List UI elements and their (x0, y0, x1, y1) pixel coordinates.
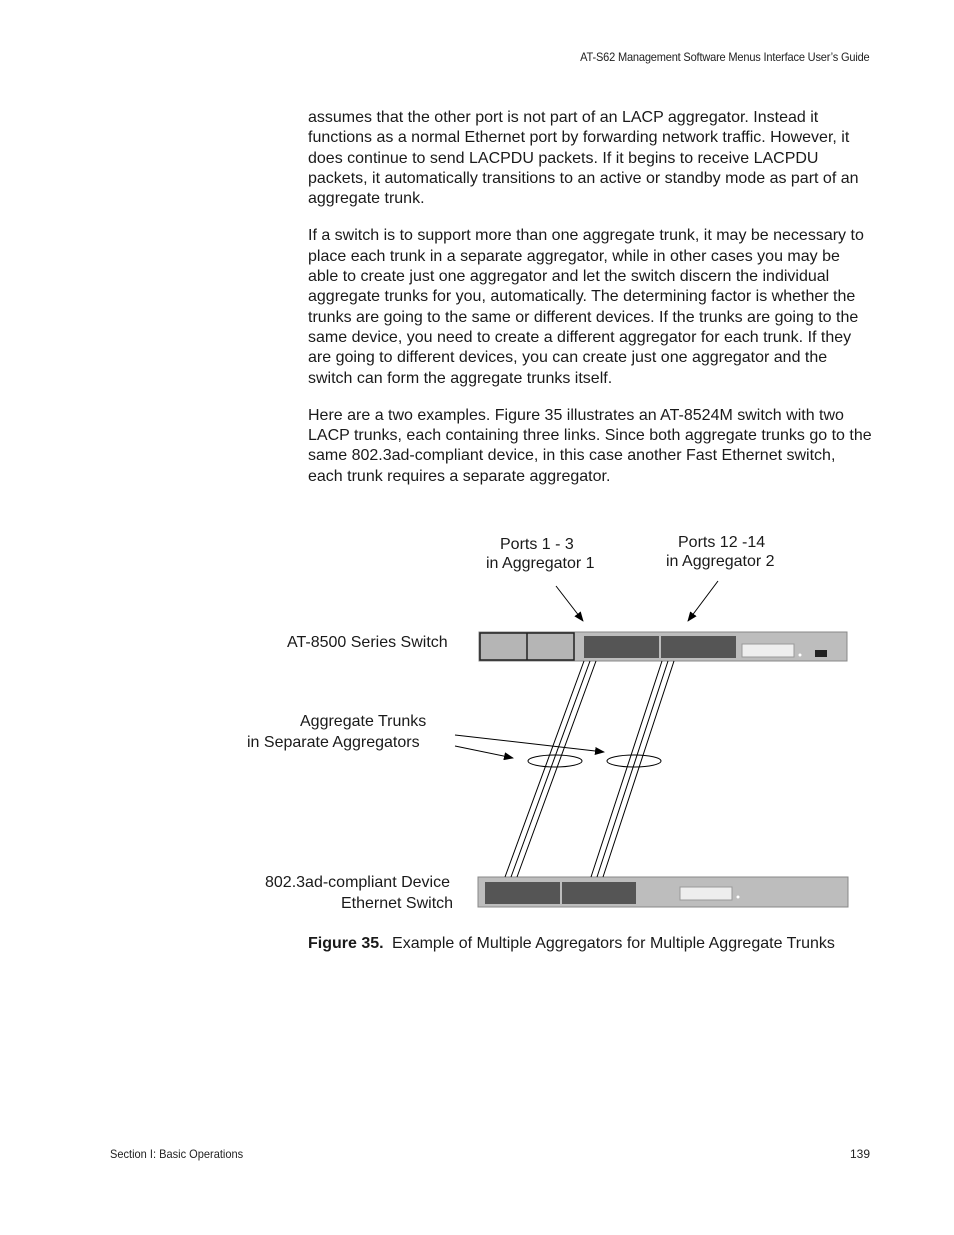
figure-35 (0, 520, 954, 920)
bottom-port-block-1 (485, 882, 560, 904)
trunk-1-links (505, 661, 596, 877)
trunk-arrow-upper (455, 735, 604, 752)
figure-caption (308, 935, 835, 953)
paragraph: If a switch is to support more than one aggregate trunk, it may be necessary to place each trunk in a separate aggregator, while in other cases you may be able to create just one aggregator and let the switch discern the individual aggregate trunks for you, automatically. The determining factor is whether the trunks are going to the same or different devices. If the trunks are going to the same device, you need to create a different aggregator for each trunk. If they are going to different devices, you can create just one aggregator and the switch can form the aggregate trunks itself. (308, 227, 864, 387)
ports-group2-sublabel: in Aggregator 2 (666, 553, 775, 570)
trunks-sublabel: in Separate Aggregators (247, 734, 420, 751)
ports-group2-label: Ports 12 -14 (678, 534, 766, 551)
ports-group1-sublabel: in Aggregator 1 (486, 555, 595, 572)
paragraph: assumes that the other port is not part of an LACP aggregator. Instead it functions as a normal Ethernet port by forwarding network traffic. However, it does continue to send LACPDU packets. If it begins to receive LACPDU packets, it automatically transitions to an active or standby mode as part of an aggregate trunk. (308, 109, 859, 208)
ports-group1-label: Ports 1 - 3 (500, 536, 574, 553)
footer-section: Section I: Basic Operations (110, 1147, 244, 1161)
top-led (799, 654, 802, 657)
bottom-switch (478, 877, 848, 907)
figure-caption-text: Example of Multiple Aggregators for Multiple Aggregate Trunks (392, 935, 835, 952)
top-console-port (742, 644, 794, 657)
network-diagram (0, 520, 954, 920)
device-sublabel: Ethernet Switch (341, 895, 454, 912)
ports-2-arrow (688, 581, 718, 621)
figure-number: Figure 35. (308, 935, 384, 952)
running-header: AT-S62 Management Software Menus Interface User’s Guide (579, 50, 869, 64)
top-port-block-1 (584, 636, 659, 658)
top-switch (479, 632, 847, 661)
bottom-console-port (680, 887, 732, 900)
bottom-port-block-2 (562, 882, 636, 904)
body-text (308, 108, 873, 504)
device-label: 802.3ad-compliant Device (265, 874, 450, 891)
trunks-label: Aggregate Trunks (300, 713, 427, 730)
trunk-arrow-lower (455, 746, 513, 758)
top-port-block-2 (661, 636, 736, 658)
ports-1-arrow (556, 586, 583, 621)
top-power-indicator (815, 650, 827, 657)
trunk-2-links (591, 661, 674, 877)
bottom-led (737, 896, 740, 899)
page-number: 139 (849, 1147, 870, 1161)
paragraph: Here are a two examples. Figure 35 illustrates an AT-8524M switch with two LACP trunks, each containing three links. Since both aggregate trunks go to the same 802.3ad-compliant device, in this case another Fast Ethernet switch, each trunk requires a separate aggregator. (308, 406, 872, 485)
top-switch-label: AT-8500 Series Switch (287, 634, 448, 651)
